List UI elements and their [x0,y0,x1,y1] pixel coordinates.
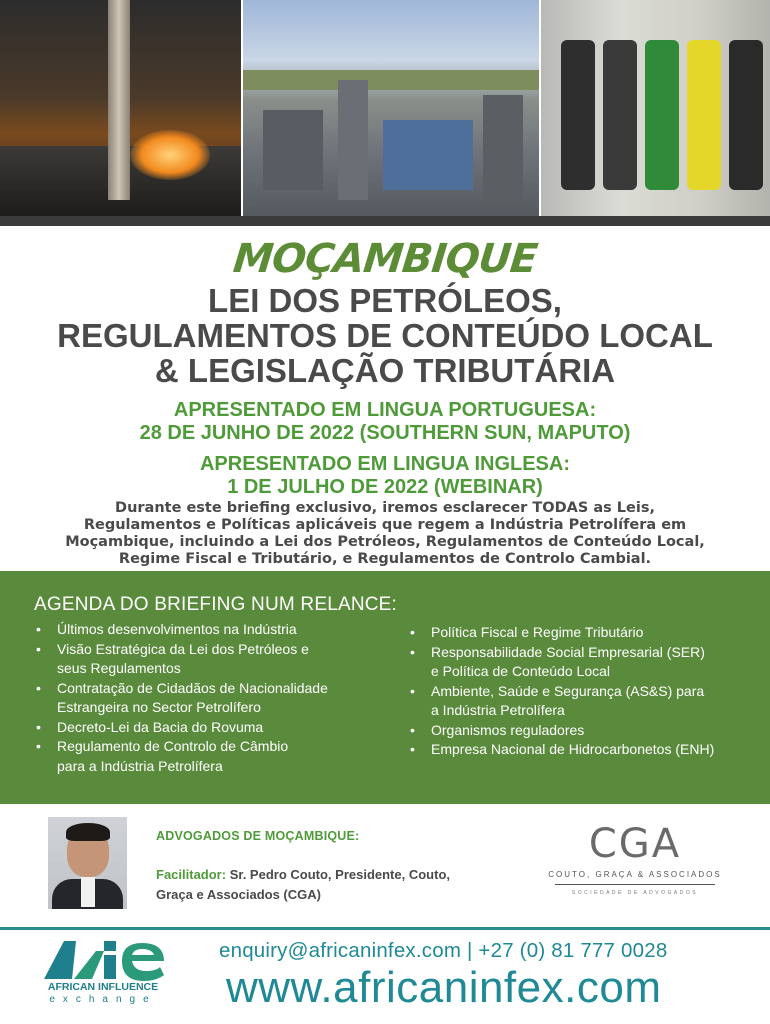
hero-divider [0,216,770,226]
title-line: REGULAMENTOS DE CONTEÚDO LOCAL [57,317,713,354]
cga-tagline: SOCIEDADE DE ADVOGADOS [571,890,699,896]
portuguese-session [0,399,770,445]
intro-line: Regime Fiscal e Tributário, e Regulamentos de Controlo Cambial. [118,551,652,567]
hero-banner [0,0,770,228]
pump-nozzle [645,40,679,190]
facilitator-details [156,865,516,905]
agenda-item: • Últimos desenvolvimentos na Indústria [36,620,381,640]
agenda-list-left [36,620,381,776]
aie-logo-text: AFRICAN INFLUENCE [47,981,159,993]
cga-firm-name: COUTO, GRAÇA & ASSOCIADOS [548,870,722,879]
pump-nozzle [729,40,763,190]
agenda-item: • Decreto-Lei da Bacia do Rovuma [36,718,381,738]
fire-glow [130,130,210,180]
session-date: 1 DE JULHO DE 2022 (WEBINAR) [227,476,543,498]
facilitator-name: Sr. Pedro Couto, Presidente, Couto, [226,867,450,882]
agenda-item: • Regulamento de Controlo de Câmbio para a Indústria Petrolífera [36,737,381,776]
facilitator-key: Facilitador: [156,867,227,882]
english-session [0,453,770,499]
refinery-tower [483,95,523,205]
page-title [0,283,770,388]
agenda-item: • Visão Estratégica da Lei dos Petróleos e seus Regulamentos [36,640,381,679]
country-heading: MOÇAMBIQUE [231,236,539,282]
intro-paragraph [30,500,740,568]
agenda-heading: AGENDA DO BRIEFING NUM RELANCE: [34,594,398,615]
intro-line: Durante este briefing exclusivo, iremos esclarecer TODAS as Leis, [115,500,655,516]
fuel-pump-nozzles-photo [541,0,770,216]
facilitator-label: ADVOGADOS DE MOÇAMBIQUE: [156,829,360,843]
field-strip [243,70,538,90]
agenda-item: • Organismos reguladores [410,721,762,741]
aie-logo [36,937,170,1017]
industrial-plant-photo [0,0,241,216]
agenda-item: • Empresa Nacional de Hidrocarbonetos (ENH) [410,740,762,760]
refinery-tank [383,120,473,190]
title-line: LEI DOS PETRÓLEOS, [208,282,562,319]
agenda-section [0,571,770,804]
pump-nozzle [687,40,721,190]
refinery-photo [243,0,538,216]
agenda-item: • Ambiente, Saúde e Segurança (AS&S) para a Indústria Petrolífera [410,682,762,721]
intro-line: Moçambique, incluindo a Lei dos Petróleos, Regulamentos de Conteúdo Local, [65,534,705,550]
contact-info[interactable]: enquiry@africaninfex.com | +27 (0) 81 777 0028 [219,939,668,962]
title-line: & LEGISLAÇÃO TRIBUTÁRIA [154,352,616,389]
pump-nozzle [561,40,595,190]
session-date: 28 DE JUNHO DE 2022 (SOUTHERN SUN, MAPUTO) [139,422,631,444]
website-link[interactable]: www.africaninfex.com [226,963,662,1012]
agenda-item: • Contratação de Cidadãos de Nacionalidade Estrangeira no Sector Petrolífero [36,679,381,718]
session-language: APRESENTADO EM LINGUA INGLESA: [199,453,570,475]
facilitator-photo [48,817,127,909]
agenda-item: • Política Fiscal e Regime Tributário [410,623,762,643]
cga-logo [545,822,725,900]
agenda-item: • Responsabilidade Social Empresarial (SER) e Política de Conteúdo Local [410,643,762,682]
session-language: APRESENTADO EM LINGUA PORTUGUESA: [173,399,597,421]
refinery-tower [338,80,368,200]
footer-divider [0,927,770,930]
agenda-list-right [410,623,762,760]
chimney [108,0,130,200]
aie-logo-subtext: exchange [49,994,157,1005]
pump-nozzle [603,40,637,190]
aie-logo-mark [42,937,168,981]
refinery-tower [263,110,323,190]
intro-line: Regulamentos e Políticas aplicáveis que regem a Indústria Petrolífera em [83,517,687,533]
facilitator-firm: Graça e Associados (CGA) [156,887,321,902]
cga-monogram: CGA [588,821,682,867]
cga-rule [555,884,715,885]
